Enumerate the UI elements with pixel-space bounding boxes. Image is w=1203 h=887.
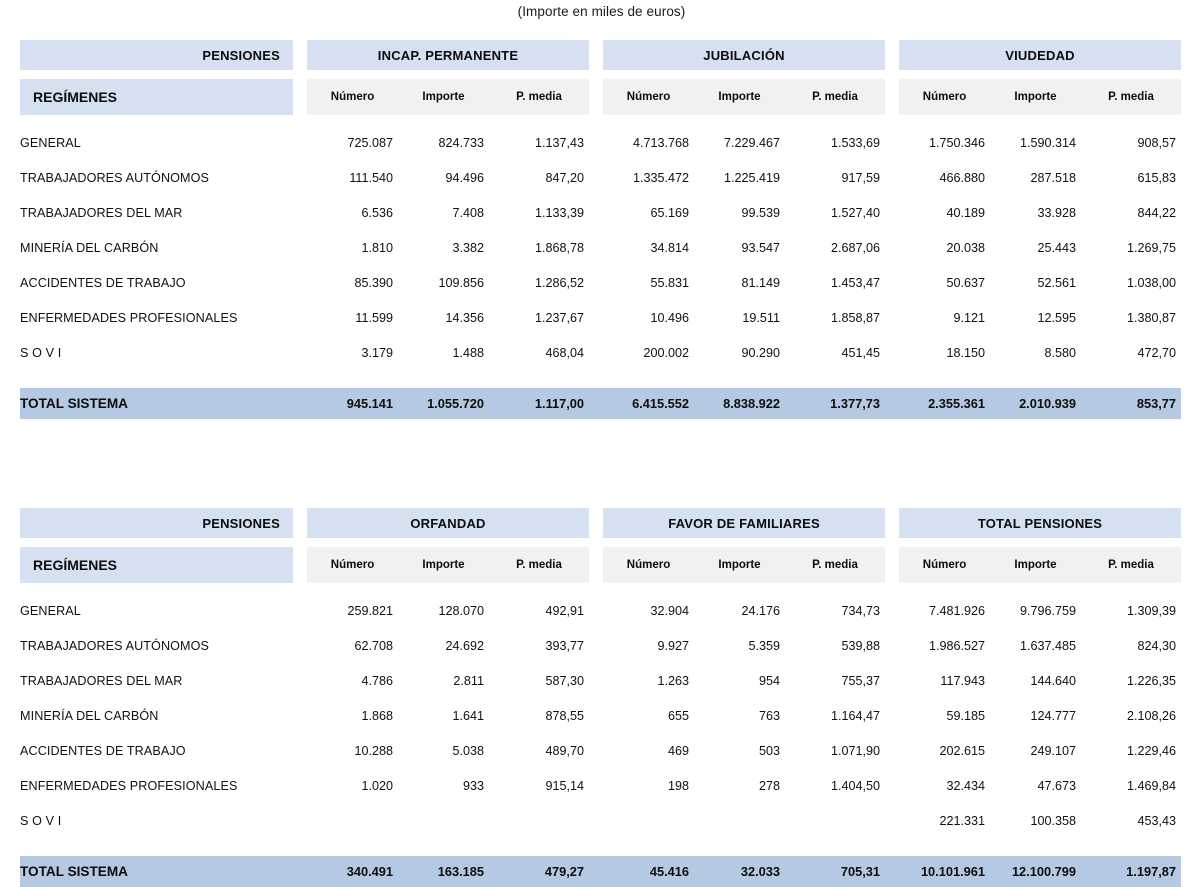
column-gap xyxy=(293,740,307,762)
total-row xyxy=(20,388,1176,419)
row-gap xyxy=(20,329,1172,342)
row-label: TRABAJADORES DEL MAR xyxy=(20,674,183,688)
group-header-2: FAVOR DE FAMILIARES xyxy=(603,508,885,538)
data-cell: 9.121 xyxy=(953,311,985,325)
column-gap xyxy=(293,775,307,797)
data-cell: 1.164,47 xyxy=(830,709,880,723)
row-label: ENFERMEDADES PROFESIONALES xyxy=(20,779,238,793)
data-cell: 1.810 xyxy=(361,241,393,255)
total-cell: 12.100.799 xyxy=(990,856,1081,887)
data-cell: 278 xyxy=(758,779,780,793)
sub-header-row xyxy=(20,79,1172,115)
data-cell: 1.020 xyxy=(361,779,393,793)
data-cell: 93.547 xyxy=(741,241,780,255)
data-cell: 59.185 xyxy=(946,709,985,723)
data-cell xyxy=(603,810,694,832)
column-header-2-2: Importe xyxy=(694,79,785,115)
data-cell: 65.169 xyxy=(650,206,689,220)
total-cell: 2.010.939 xyxy=(990,388,1081,419)
data-cell: 19.511 xyxy=(742,311,780,325)
data-cell: 1.226,35 xyxy=(1126,674,1176,688)
data-cell: 117.943 xyxy=(940,674,985,688)
data-cell: 111.540 xyxy=(349,171,393,185)
data-cell: 9.796.759 xyxy=(1019,604,1076,618)
column-gap xyxy=(885,202,899,224)
data-cell: 2.108,26 xyxy=(1126,709,1176,723)
table-row xyxy=(20,237,1176,259)
column-gap xyxy=(293,202,307,224)
group-header-1: INCAP. PERMANENTE xyxy=(307,40,589,70)
data-cell: 287.518 xyxy=(1030,171,1076,185)
total-cell: 1.377,73 xyxy=(785,388,885,419)
row-gap xyxy=(20,154,1172,167)
pensions-table-1 xyxy=(20,40,1176,419)
table-row xyxy=(20,775,1176,797)
data-cell: 1.641 xyxy=(452,709,484,723)
data-cell: 55.831 xyxy=(650,276,689,290)
column-header-2-3: P. media xyxy=(785,79,885,115)
column-gap xyxy=(589,856,603,887)
column-gap xyxy=(885,132,899,154)
column-gap xyxy=(885,810,899,832)
total-cell: 1.055.720 xyxy=(398,388,489,419)
column-gap xyxy=(885,79,899,115)
group-header-row xyxy=(20,40,1172,70)
total-cell: 340.491 xyxy=(307,856,398,887)
column-gap xyxy=(885,388,899,419)
table-row xyxy=(20,635,1176,657)
data-cell: 3.179 xyxy=(361,346,393,360)
data-cell: 655 xyxy=(667,709,689,723)
row-label: ENFERMEDADES PROFESIONALES xyxy=(20,311,238,325)
table-row xyxy=(20,342,1176,364)
data-cell: 202.615 xyxy=(939,744,985,758)
data-cell: 7.408 xyxy=(452,206,484,220)
column-gap xyxy=(293,670,307,692)
column-gap xyxy=(885,272,899,294)
data-cell: 1.868 xyxy=(361,709,393,723)
corner-header-pensiones: PENSIONES xyxy=(20,40,293,70)
data-cell: 32.904 xyxy=(650,604,689,618)
row-label: ACCIDENTES DE TRABAJO xyxy=(20,276,186,290)
column-gap xyxy=(589,237,603,259)
data-cell: 259.821 xyxy=(347,604,393,618)
total-cell: 163.185 xyxy=(398,856,489,887)
data-cell xyxy=(398,810,489,832)
column-header-2-1: Número xyxy=(603,547,694,583)
total-cell: 10.101.961 xyxy=(899,856,990,887)
data-cell: 1.488 xyxy=(452,346,484,360)
data-cell: 124.777 xyxy=(1030,709,1076,723)
data-cell: 9.927 xyxy=(657,639,689,653)
data-cell: 492,91 xyxy=(545,604,584,618)
data-cell: 52.561 xyxy=(1037,276,1076,290)
column-gap xyxy=(885,547,899,583)
table-row xyxy=(20,132,1176,154)
column-gap xyxy=(885,508,899,538)
data-cell: 3.382 xyxy=(452,241,484,255)
column-gap xyxy=(293,635,307,657)
data-cell xyxy=(785,810,885,832)
column-gap xyxy=(589,167,603,189)
table-row xyxy=(20,307,1176,329)
column-header-2-3: P. media xyxy=(785,547,885,583)
row-gap xyxy=(20,797,1172,810)
sub-header-row-gap xyxy=(20,115,1172,132)
table-row xyxy=(20,167,1176,189)
data-cell: 1.263 xyxy=(657,674,689,688)
data-cell: 915,14 xyxy=(545,779,584,793)
data-cell: 725.087 xyxy=(347,136,393,150)
corner-header-regimenes: REGÍMENES xyxy=(20,79,293,115)
data-cell: 24.176 xyxy=(741,604,780,618)
column-gap xyxy=(293,307,307,329)
data-cell: 587,30 xyxy=(545,674,584,688)
data-cell: 10.496 xyxy=(650,311,689,325)
table-row xyxy=(20,705,1176,727)
table-row xyxy=(20,670,1176,692)
data-cell: 451,45 xyxy=(841,346,880,360)
column-header-3-2: Importe xyxy=(990,79,1081,115)
data-cell: 2.687,06 xyxy=(830,241,880,255)
data-cell: 489,70 xyxy=(545,744,584,758)
column-gap xyxy=(885,740,899,762)
data-cell: 10.288 xyxy=(354,744,393,758)
data-cell: 8.580 xyxy=(1044,346,1076,360)
data-cell: 933 xyxy=(462,779,484,793)
row-gap xyxy=(20,762,1172,775)
data-cell: 878,55 xyxy=(545,709,584,723)
row-label: ACCIDENTES DE TRABAJO xyxy=(20,744,186,758)
data-cell: 6.536 xyxy=(361,206,393,220)
data-cell: 144.640 xyxy=(1030,674,1076,688)
data-cell: 1.858,87 xyxy=(830,311,880,325)
data-cell xyxy=(307,810,398,832)
data-cell: 1.868,78 xyxy=(534,241,584,255)
column-header-1-3: P. media xyxy=(489,547,589,583)
data-cell: 2.811 xyxy=(453,674,484,688)
row-gap xyxy=(20,259,1172,272)
data-cell: 1.533,69 xyxy=(830,136,880,150)
data-cell: 917,59 xyxy=(841,171,880,185)
column-gap xyxy=(589,740,603,762)
row-label: TRABAJADORES DEL MAR xyxy=(20,206,183,220)
data-cell: 32.434 xyxy=(946,779,985,793)
total-cell: 479,27 xyxy=(489,856,589,887)
data-cell: 1.637.485 xyxy=(1019,639,1076,653)
data-cell: 469 xyxy=(667,744,689,758)
total-row-label: TOTAL SISTEMA xyxy=(20,388,293,419)
data-cell: 393,77 xyxy=(545,639,584,653)
group-header-3: VIUDEDAD xyxy=(899,40,1181,70)
column-header-1-3: P. media xyxy=(489,79,589,115)
data-cell: 755,37 xyxy=(841,674,880,688)
column-gap xyxy=(589,775,603,797)
data-cell: 954 xyxy=(758,674,780,688)
total-cell: 1.117,00 xyxy=(489,388,589,419)
row-gap xyxy=(20,622,1172,635)
data-cell: 90.290 xyxy=(741,346,780,360)
data-cell: 468,04 xyxy=(545,346,584,360)
data-cell: 81.149 xyxy=(741,276,780,290)
column-gap xyxy=(293,79,307,115)
total-cell: 8.838.922 xyxy=(694,388,785,419)
data-cell xyxy=(694,810,785,832)
corner-header-regimenes: REGÍMENES xyxy=(20,547,293,583)
column-gap xyxy=(885,167,899,189)
column-gap xyxy=(589,132,603,154)
data-cell: 824,30 xyxy=(1137,639,1176,653)
column-header-3-1: Número xyxy=(899,547,990,583)
data-cell: 94.496 xyxy=(445,171,484,185)
group-header-2: JUBILACIÓN xyxy=(603,40,885,70)
column-gap xyxy=(589,810,603,832)
total-cell: 1.197,87 xyxy=(1081,856,1181,887)
column-header-1-2: Importe xyxy=(398,547,489,583)
column-gap xyxy=(885,635,899,657)
column-gap xyxy=(293,237,307,259)
data-cell: 14.356 xyxy=(445,311,484,325)
data-cell: 1.986.527 xyxy=(928,639,985,653)
data-cell: 824.733 xyxy=(438,136,484,150)
data-cell: 4.786 xyxy=(361,674,393,688)
row-label: MINERÍA DEL CARBÓN xyxy=(20,241,159,255)
data-cell: 1.453,47 xyxy=(830,276,880,290)
total-cell: 6.415.552 xyxy=(603,388,694,419)
data-cell: 11.599 xyxy=(355,311,393,325)
data-cell: 453,43 xyxy=(1137,814,1176,828)
data-cell: 5.359 xyxy=(748,639,780,653)
row-label: TRABAJADORES AUTÓNOMOS xyxy=(20,639,210,653)
column-gap xyxy=(589,508,603,538)
corner-header-pensiones: PENSIONES xyxy=(20,508,293,538)
data-cell: 12.595 xyxy=(1037,311,1076,325)
data-cell: 1.335.472 xyxy=(632,171,689,185)
column-gap xyxy=(293,272,307,294)
data-cell: 25.443 xyxy=(1037,241,1076,255)
row-gap xyxy=(20,364,1172,377)
column-gap xyxy=(293,810,307,832)
column-gap xyxy=(589,79,603,115)
data-cell: 221.331 xyxy=(939,814,985,828)
data-cell: 1.137,43 xyxy=(534,136,584,150)
data-cell: 1.133,39 xyxy=(534,206,584,220)
table-row xyxy=(20,810,1176,832)
column-gap xyxy=(589,547,603,583)
group-header-1: ORFANDAD xyxy=(307,508,589,538)
group-header-3: TOTAL PENSIONES xyxy=(899,508,1181,538)
data-cell: 34.814 xyxy=(650,241,689,255)
data-cell: 40.189 xyxy=(946,206,985,220)
row-gap xyxy=(20,224,1172,237)
column-header-3-3: P. media xyxy=(1081,547,1181,583)
column-gap xyxy=(589,307,603,329)
data-cell: 100.358 xyxy=(1030,814,1076,828)
data-cell: 1.237,67 xyxy=(534,311,584,325)
total-row-lead-in xyxy=(20,377,1172,388)
data-cell: 844,22 xyxy=(1137,206,1176,220)
data-cell: 200.002 xyxy=(643,346,689,360)
total-cell: 705,31 xyxy=(785,856,885,887)
row-label: TRABAJADORES AUTÓNOMOS xyxy=(20,171,210,185)
column-gap xyxy=(293,342,307,364)
data-cell: 1.469,84 xyxy=(1126,779,1176,793)
table-row xyxy=(20,272,1176,294)
data-cell: 249.107 xyxy=(1030,744,1076,758)
units-caption: (Importe en miles de euros) xyxy=(517,4,686,19)
row-gap xyxy=(20,294,1172,307)
data-cell: 50.637 xyxy=(946,276,985,290)
column-gap xyxy=(589,600,603,622)
column-gap xyxy=(293,856,307,887)
row-label: MINERÍA DEL CARBÓN xyxy=(20,709,159,723)
column-header-1-1: Número xyxy=(307,79,398,115)
data-cell: 20.038 xyxy=(946,241,985,255)
header-row-gap xyxy=(20,70,1172,79)
total-cell: 45.416 xyxy=(603,856,694,887)
column-gap xyxy=(885,237,899,259)
data-cell: 1.404,50 xyxy=(830,779,880,793)
sub-header-row xyxy=(20,547,1172,583)
column-gap xyxy=(885,856,899,887)
column-gap xyxy=(885,600,899,622)
total-cell: 853,77 xyxy=(1081,388,1181,419)
column-gap xyxy=(589,40,603,70)
data-cell: 85.390 xyxy=(354,276,393,290)
data-cell: 1.590.314 xyxy=(1019,136,1076,150)
column-gap xyxy=(589,705,603,727)
column-gap xyxy=(293,132,307,154)
data-cell: 18.150 xyxy=(946,346,985,360)
row-label: S O V I xyxy=(20,814,62,828)
column-header-3-1: Número xyxy=(899,79,990,115)
row-gap xyxy=(20,727,1172,740)
data-cell: 1.071,90 xyxy=(830,744,880,758)
column-gap xyxy=(293,388,307,419)
data-cell: 1.225.419 xyxy=(723,171,780,185)
data-cell: 109.856 xyxy=(438,276,484,290)
column-header-2-1: Número xyxy=(603,79,694,115)
column-gap xyxy=(293,40,307,70)
data-cell: 62.708 xyxy=(354,639,393,653)
data-cell: 5.038 xyxy=(452,744,484,758)
column-gap xyxy=(293,705,307,727)
column-gap xyxy=(589,272,603,294)
column-gap xyxy=(293,547,307,583)
data-cell xyxy=(489,810,589,832)
column-gap xyxy=(293,600,307,622)
row-gap xyxy=(20,189,1172,202)
row-label: GENERAL xyxy=(20,604,81,618)
sub-header-row-gap xyxy=(20,583,1172,600)
data-cell: 503 xyxy=(758,744,780,758)
column-gap xyxy=(589,635,603,657)
total-cell: 945.141 xyxy=(307,388,398,419)
column-gap xyxy=(885,40,899,70)
column-gap xyxy=(885,705,899,727)
total-cell: 2.355.361 xyxy=(899,388,990,419)
data-cell: 1.038,00 xyxy=(1126,276,1176,290)
total-row xyxy=(20,856,1176,887)
column-gap xyxy=(589,388,603,419)
column-gap xyxy=(885,342,899,364)
data-cell: 24.692 xyxy=(445,639,484,653)
table-row xyxy=(20,740,1176,762)
data-cell: 1.286,52 xyxy=(534,276,584,290)
row-label: GENERAL xyxy=(20,136,81,150)
data-cell: 198 xyxy=(667,779,689,793)
data-cell: 615,83 xyxy=(1137,171,1176,185)
data-cell: 734,73 xyxy=(841,604,880,618)
column-gap xyxy=(589,670,603,692)
row-gap xyxy=(20,657,1172,670)
column-header-1-1: Número xyxy=(307,547,398,583)
total-cell: 32.033 xyxy=(694,856,785,887)
header-row-gap xyxy=(20,538,1172,547)
pensions-table-2 xyxy=(20,508,1176,887)
data-cell: 1.269,75 xyxy=(1126,241,1176,255)
data-cell: 908,57 xyxy=(1137,136,1176,150)
column-gap xyxy=(885,775,899,797)
row-gap xyxy=(20,692,1172,705)
column-gap xyxy=(589,342,603,364)
row-label: S O V I xyxy=(20,346,62,360)
data-cell: 1.229,46 xyxy=(1126,744,1176,758)
column-header-3-2: Importe xyxy=(990,547,1081,583)
data-cell: 1.750.346 xyxy=(928,136,985,150)
data-cell: 1.380,87 xyxy=(1126,311,1176,325)
data-cell: 99.539 xyxy=(741,206,780,220)
data-cell: 1.527,40 xyxy=(830,206,880,220)
column-gap xyxy=(885,307,899,329)
data-cell: 763 xyxy=(758,709,780,723)
data-cell: 7.481.926 xyxy=(928,604,985,618)
data-cell: 847,20 xyxy=(545,171,584,185)
data-cell: 128.070 xyxy=(438,604,484,618)
data-cell: 7.229.467 xyxy=(723,136,780,150)
group-header-row xyxy=(20,508,1172,538)
row-gap xyxy=(20,832,1172,845)
column-header-3-3: P. media xyxy=(1081,79,1181,115)
total-row-label: TOTAL SISTEMA xyxy=(20,856,293,887)
data-cell: 539,88 xyxy=(841,639,880,653)
column-gap xyxy=(293,508,307,538)
table-row xyxy=(20,600,1176,622)
data-cell: 4.713.768 xyxy=(632,136,689,150)
total-row-lead-in xyxy=(20,845,1172,856)
data-cell: 466.880 xyxy=(939,171,985,185)
column-gap xyxy=(589,202,603,224)
data-cell: 33.928 xyxy=(1037,206,1076,220)
data-cell: 47.673 xyxy=(1037,779,1076,793)
data-cell: 472,70 xyxy=(1137,346,1176,360)
column-gap xyxy=(885,670,899,692)
column-header-2-2: Importe xyxy=(694,547,785,583)
column-gap xyxy=(293,167,307,189)
column-header-1-2: Importe xyxy=(398,79,489,115)
table-row xyxy=(20,202,1176,224)
data-cell: 1.309,39 xyxy=(1126,604,1176,618)
